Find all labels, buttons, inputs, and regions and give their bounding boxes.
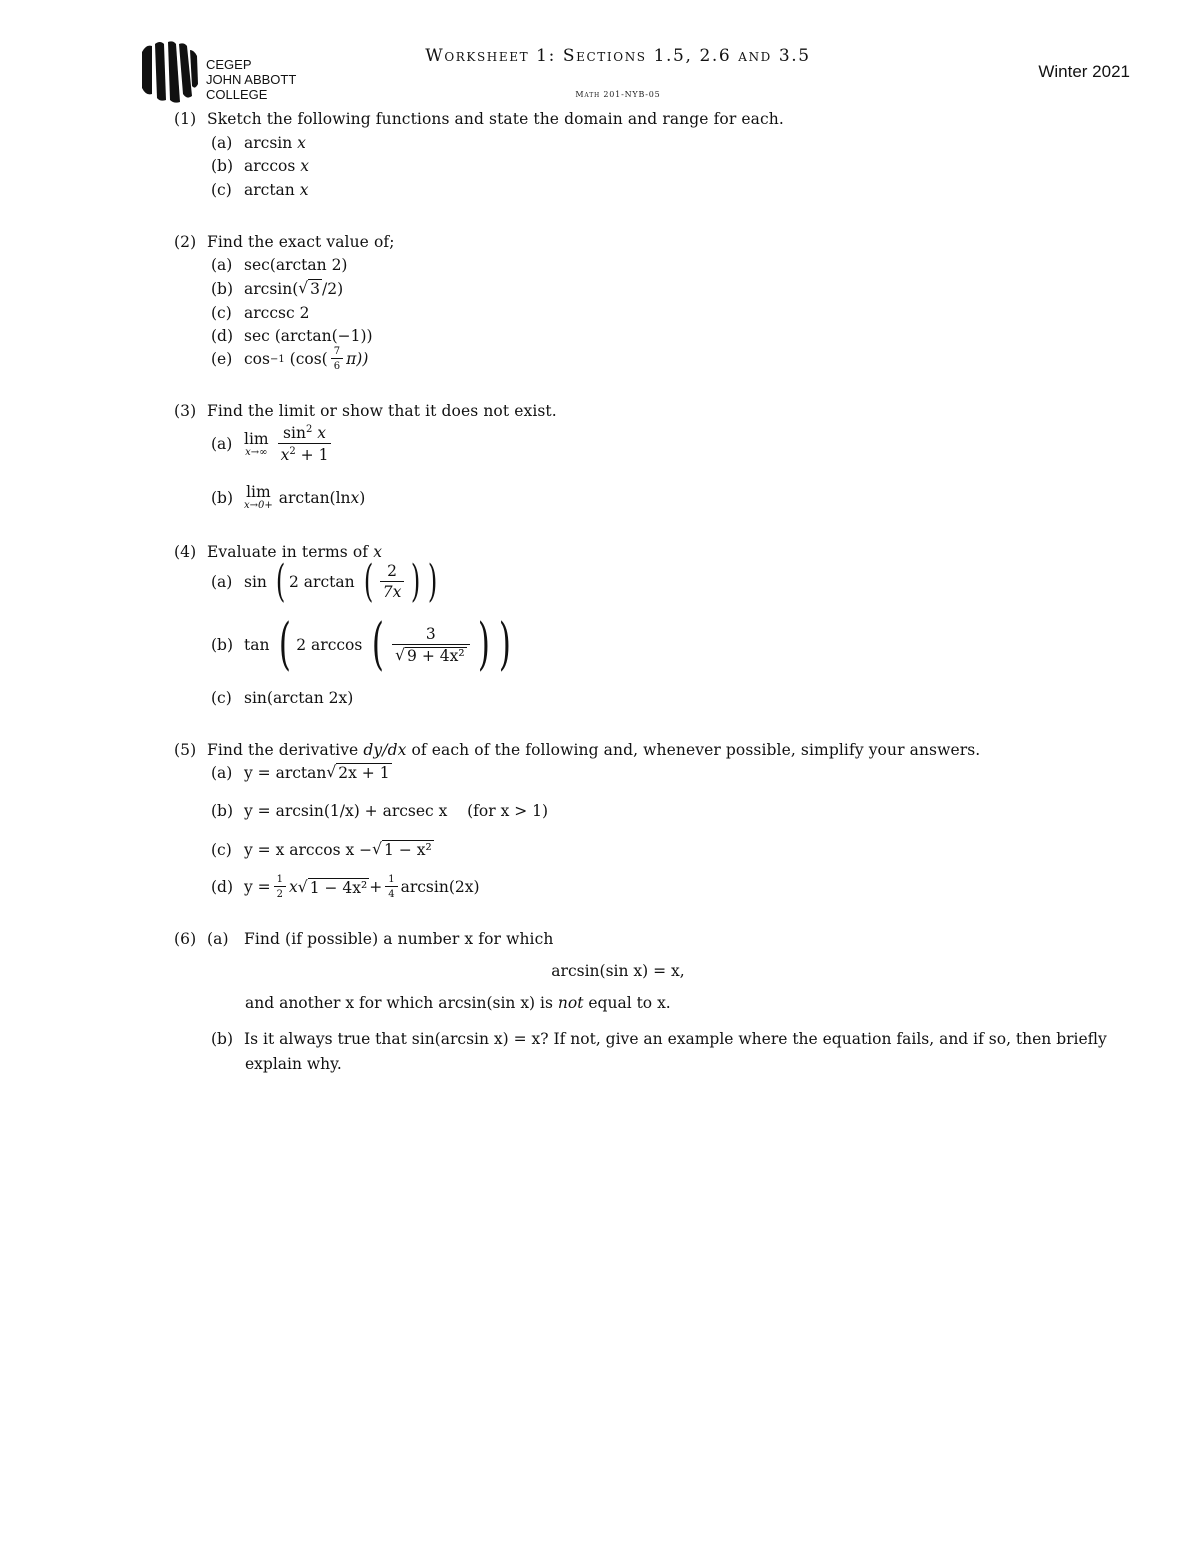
question-number: (6) [174,930,197,948]
item-var: x [297,134,306,152]
fraction [278,424,332,464]
course-code: Math 201-NYB-05 [575,90,661,99]
sqrt: √ 3 [298,279,321,298]
college-name [206,57,296,102]
question-2e [211,346,368,372]
question-var: x [373,543,383,561]
item-label: (c) [211,304,232,322]
logo-line-1: CEGEP [206,57,252,72]
item-label: (e) [211,350,233,368]
question-5 [174,741,980,759]
question-2c [211,304,309,322]
item-fn: sin [244,572,267,591]
numerator: 3 [425,624,436,643]
fraction [331,346,343,372]
sqrt: √ 2x + 1 [326,763,390,782]
item-expr: arctan [244,181,295,199]
item-expr-pre: arcsin( [244,279,299,298]
question-5c [211,840,434,859]
logo-line-2: JOHN ABBOTT [206,72,297,87]
question-6b-text2: explain why. [245,1055,342,1073]
logo-line-3: COLLEGE [206,87,268,102]
fraction [274,874,286,900]
item-expr: arccsc 2 [244,304,310,322]
den-exp: 2 [289,446,296,458]
question-1b [211,157,309,175]
question-text: Sketch the following functions and state the domain and range for each. [207,110,784,128]
exponent: −1 [269,353,285,365]
question-1 [174,110,784,128]
question-4b: (b) tan ( 2 arccos ( 3 √ 9 + 4x² ) ) [211,612,512,677]
question-6a-text2 [245,994,671,1012]
den-rest: + 1 [295,446,329,465]
question-number: (2) [174,233,197,251]
item-expr: sec(arctan 2) [244,256,348,274]
question-6 [174,930,553,948]
sqrt: √ 9 + 4x² [395,645,465,665]
question-text: Evaluate in terms of [207,543,369,561]
text-post: equal to x. [588,994,671,1012]
college-logo-mark-icon [140,40,200,104]
question-number: (4) [174,543,197,561]
denominator [392,644,469,665]
question-3b [211,484,365,511]
radicand: 3 [310,280,321,298]
sqrt: √ 1 − 4x² [297,877,368,897]
question-5d [211,874,480,900]
item-var: x [300,157,309,175]
item-expr-post: π)) [346,350,369,368]
question-2 [174,233,395,251]
item-label: (a) [207,930,229,948]
denominator: 6 [331,358,343,372]
question-6a-equation: arcsin(sin x) = x, [551,962,685,980]
question-1a [211,134,306,152]
item-label: (a) [211,256,233,274]
radicand: 9 + 4x² [407,646,465,665]
item-lhs: y = arctan [244,763,327,782]
item-condition: (for x > 1) [467,802,549,820]
question-number: (3) [174,402,197,420]
denominator: 2 [274,886,286,900]
question-text-post: of each of the following and, whenever possible, simplify your answers. [411,741,981,759]
question-2d [211,327,373,345]
item-var: x [289,878,298,896]
numerator: 1 [388,874,395,885]
question-6b-text: Is it always true that sin(arcsin x) = x? If not, give an example where the equation fails, and if so, then briefly [244,1030,1107,1048]
num-exp: 2 [305,424,313,435]
question-6b [211,1030,1107,1048]
text-pre: and another x for which arcsin(sin x) is [245,994,553,1012]
item-expr-post: ) [359,488,366,507]
item-expr: y = arcsin(1/x) + arcsec x [244,802,448,820]
worksheet-title: Worksheet 1: Sections 1.5, 2.6 and 3.5 [425,46,811,66]
question-1c [211,181,308,199]
item-label: (d) [211,327,234,345]
item-label: (a) [211,435,233,454]
question-number: (1) [174,110,197,128]
item-expr-p1: y = [244,878,271,896]
item-label: (b) [211,802,234,820]
question-5b [211,802,548,820]
item-lhs: y = x arccos x − [244,840,373,859]
item-var: x [350,488,360,507]
limit-word: lim [244,429,269,448]
text-emphasis: not [557,994,584,1012]
item-label: (b) [211,157,234,175]
question-6a-text: Find (if possible) a number x for which [244,930,554,948]
item-label: (a) [211,763,233,782]
derivative-symbol: dy/dx [363,741,407,759]
item-label: (b) [211,279,234,298]
fraction [385,874,397,900]
fraction [392,626,469,665]
question-4a: (a) sin ( 2 arctan ( $\frac{2}{7x}$ ) ) [211,556,438,607]
radicand: 1 − x² [384,841,432,859]
question-2a [211,256,347,274]
num-var: x [317,424,327,443]
radicand: 2x + 1 [338,764,390,782]
college-logo [140,40,200,104]
question-2b [211,279,343,298]
item-expr: sec (arctan(−1)) [244,327,373,345]
question-5a [211,763,392,782]
item-expr-post: /2) [322,279,344,298]
item-expr-pre: cos [244,350,270,368]
item-inner: 2 arctan [289,572,355,591]
term-label: Winter 2021 [1038,62,1130,81]
denominator: 7x [380,581,405,601]
num-fn: sin [283,424,306,443]
limit-sub: x→∞ [245,446,268,458]
limit [244,431,269,458]
item-expr: arccos [244,157,296,175]
item-expr: arcsin [244,134,293,152]
limit-word: lim [246,483,271,501]
item-fn: tan [244,636,270,655]
sqrt: √ 1 − x² [372,840,432,859]
item-var: x [299,181,309,199]
numerator [280,424,329,443]
numerator: 2 [387,561,397,580]
item-expr-pre: arctan(ln [278,488,351,507]
item-label: (a) [211,572,233,591]
denominator [278,443,332,464]
item-label: (b) [211,636,234,655]
item-expr-p3: + [369,878,383,896]
item-label: (a) [211,134,233,152]
item-expr-mid: (cos( [289,350,328,368]
item-label: (c) [211,840,232,859]
item-label: (c) [211,689,232,707]
question-number: (5) [174,741,197,759]
fraction [380,563,405,601]
item-expr-p4: arcsin(2x) [400,878,480,896]
item-expr: sin(arctan 2x) [244,689,354,707]
limit-sub: x→0+ [244,500,273,512]
limit [244,484,273,511]
question-3 [174,402,557,420]
radicand: 1 − 4x² [309,878,368,897]
denominator: 4 [385,886,397,900]
numerator: 1 [276,874,284,885]
question-text: Find the limit or show that it does not exist. [207,402,557,420]
item-label: (b) [211,1030,234,1048]
item-label: (d) [211,878,234,896]
question-4c [211,689,353,707]
question-3a [211,424,334,464]
item-label: (c) [211,181,232,199]
den-var: x [280,446,290,465]
question-text: Find the exact value of; [207,233,395,251]
item-inner: 2 arccos [296,636,363,655]
numerator: 7 [333,346,341,357]
item-label: (b) [211,488,234,507]
question-text-pre: Find the derivative [207,741,359,759]
